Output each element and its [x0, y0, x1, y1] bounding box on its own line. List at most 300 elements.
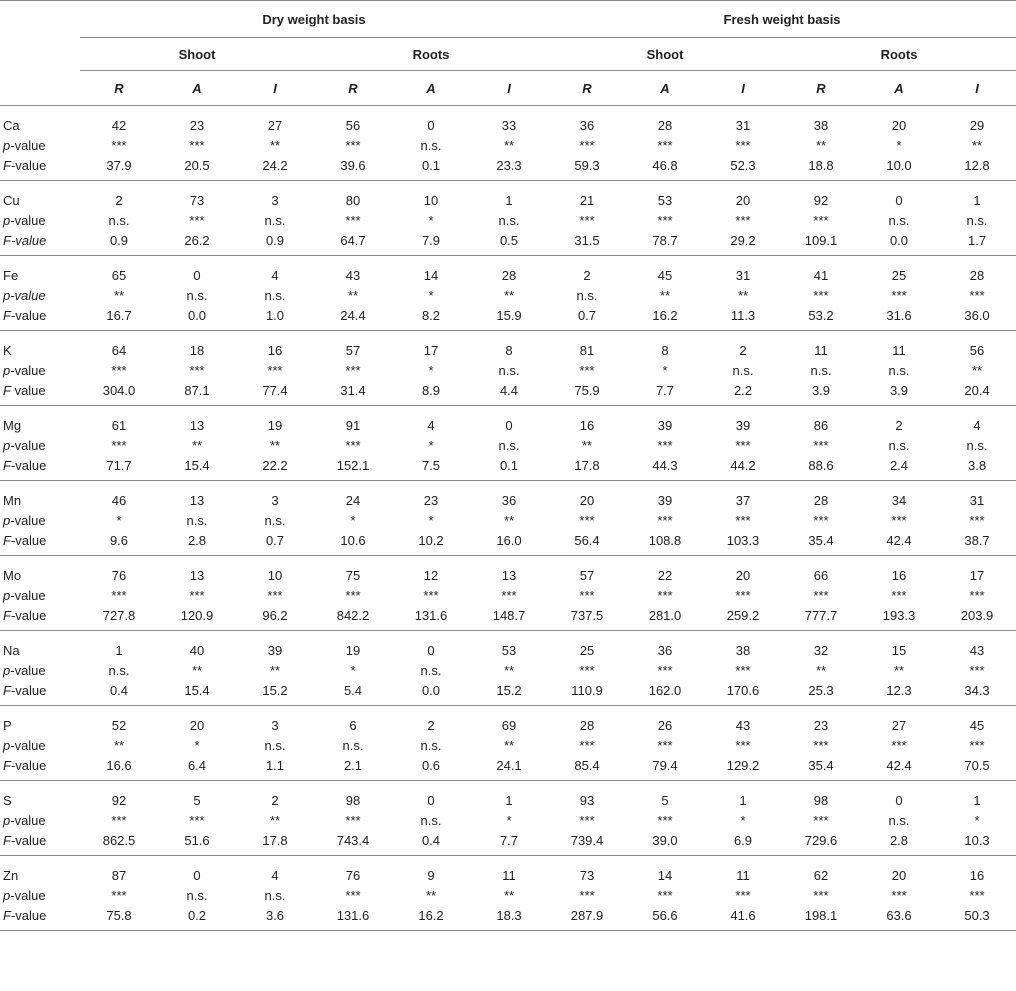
dry-shoot-header: Shoot	[80, 38, 314, 71]
table-cell: ***	[891, 737, 907, 753]
table-cell: 2.1	[314, 755, 392, 781]
table-cell: 57	[579, 567, 595, 583]
table-cell: 0.9	[80, 230, 158, 256]
table-row	[0, 755, 1016, 781]
statistic-label-italic: F	[3, 682, 11, 698]
table-cell: 23	[813, 717, 829, 733]
table-cell: 75.8	[80, 905, 158, 931]
statistic-label	[0, 305, 80, 331]
table-cell: 87.1	[158, 380, 236, 406]
table-cell: 2	[427, 717, 435, 733]
statistic-label	[0, 755, 80, 781]
table-cell: ***	[345, 137, 361, 153]
statistic-label	[0, 530, 80, 556]
element-label: Cu	[3, 192, 20, 208]
table-cell: 45	[657, 267, 673, 283]
table-cell: n.s.	[420, 737, 442, 753]
table-cell: **	[815, 662, 827, 678]
table-cell: 3.6	[236, 905, 314, 931]
table-cell: 52	[111, 717, 127, 733]
table-cell: **	[971, 362, 983, 378]
table-cell: 10	[267, 567, 283, 583]
statistic-label	[0, 155, 80, 181]
table-cell: **	[425, 887, 437, 903]
statistic-label-tail: -value	[10, 137, 46, 153]
table-cell: 8.2	[392, 305, 470, 331]
table-cell: 0.6	[392, 755, 470, 781]
table-row	[0, 285, 1016, 305]
table-cell: 0.0	[392, 680, 470, 706]
table-cell: ***	[579, 137, 595, 153]
table-cell: 57	[345, 342, 361, 358]
statistic-label-italic: p	[3, 362, 11, 378]
table-cell: 2	[115, 192, 123, 208]
table-cell: 10.2	[392, 530, 470, 556]
table-cell: 34.3	[938, 680, 1016, 706]
table-cell: 21	[579, 192, 595, 208]
table-cell: n.s.	[498, 212, 520, 228]
table-cell: 4.4	[470, 380, 548, 406]
table-cell: 39.0	[626, 830, 704, 856]
table-cell: 15.4	[158, 455, 236, 481]
column-header: A	[392, 71, 470, 106]
table-cell: *	[428, 512, 434, 528]
table-cell: 73	[189, 192, 205, 208]
statistic-label-tail: -value	[10, 587, 46, 603]
table-cell: ***	[579, 512, 595, 528]
table-cell: n.s.	[576, 287, 598, 303]
table-cell: **	[815, 137, 827, 153]
table-cell: 14	[423, 267, 439, 283]
table-cell: 287.9	[548, 905, 626, 931]
table-cell: 19	[267, 417, 283, 433]
column-header: I	[704, 71, 782, 106]
statistic-label	[0, 660, 80, 680]
table-cell: 26	[657, 717, 673, 733]
table-cell: 203.9	[938, 605, 1016, 631]
table-cell: 43	[735, 717, 751, 733]
table-cell: 16.6	[80, 755, 158, 781]
table-cell: ***	[345, 362, 361, 378]
table-cell: 93	[579, 792, 595, 808]
table-cell: 13	[501, 567, 517, 583]
table-row	[0, 305, 1016, 331]
table-cell: 76	[345, 867, 361, 883]
table-cell: ***	[345, 212, 361, 228]
table-cell: 12.3	[860, 680, 938, 706]
table-cell: ***	[735, 512, 751, 528]
table-cell: 28	[657, 117, 673, 133]
table-cell: 13	[189, 417, 205, 433]
statistic-label-italic: F	[3, 382, 11, 398]
table-row	[0, 680, 1016, 706]
table-cell: n.s.	[966, 212, 988, 228]
column-header: I	[470, 71, 548, 106]
table-row	[0, 735, 1016, 755]
table-cell: 22	[657, 567, 673, 583]
table-row	[0, 230, 1016, 256]
statistic-label	[0, 230, 80, 256]
table-cell: **	[113, 287, 125, 303]
table-cell: ***	[579, 587, 595, 603]
table-cell: 98	[345, 792, 361, 808]
element-label: Mo	[3, 567, 22, 583]
table-cell: 50.3	[938, 905, 1016, 931]
table-cell: 39	[267, 642, 283, 658]
table-row	[0, 631, 1016, 661]
table-cell: ***	[657, 512, 673, 528]
table-cell: 39	[735, 417, 751, 433]
table-cell: 16.2	[392, 905, 470, 931]
table-cell: 11	[736, 867, 750, 883]
table-row	[0, 706, 1016, 736]
table-cell: n.s.	[264, 737, 286, 753]
table-cell: ***	[813, 887, 829, 903]
table-cell: *	[194, 737, 200, 753]
table-row	[0, 810, 1016, 830]
table-cell: 86	[813, 417, 829, 433]
statistic-label	[0, 455, 80, 481]
table-cell: ***	[969, 512, 985, 528]
table-cell: 92	[111, 792, 127, 808]
table-cell: n.s.	[420, 662, 442, 678]
table-cell: 12.8	[938, 155, 1016, 181]
table-cell: n.s.	[264, 287, 286, 303]
table-cell: 38	[735, 642, 751, 658]
element-label: Zn	[3, 867, 19, 883]
table-cell: 36	[579, 117, 595, 133]
table-cell: 3	[271, 492, 279, 508]
table-cell: ***	[813, 512, 829, 528]
table-cell: 1	[115, 642, 123, 658]
element-label: Na	[3, 642, 20, 658]
table-cell: 28	[813, 492, 829, 508]
table-cell: 46	[111, 492, 127, 508]
table-cell: n.s.	[420, 812, 442, 828]
table-cell: *	[116, 512, 122, 528]
table-cell: 70.5	[938, 755, 1016, 781]
table-cell: 16.0	[470, 530, 548, 556]
table-cell: ***	[111, 887, 127, 903]
table-cell: n.s.	[186, 887, 208, 903]
table-cell: 16.7	[80, 305, 158, 331]
table-cell: 170.6	[704, 680, 782, 706]
table-cell: 28	[969, 267, 985, 283]
table-cell: 33	[501, 117, 517, 133]
table-cell: ***	[735, 662, 751, 678]
table-cell: ***	[345, 812, 361, 828]
table-cell: ***	[111, 137, 127, 153]
table-cell: 46.8	[626, 155, 704, 181]
table-cell: 41	[813, 267, 829, 283]
fresh-shoot-header: Shoot	[548, 38, 782, 71]
table-cell: 5	[193, 792, 201, 808]
table-cell: 64	[111, 342, 127, 358]
table-row	[0, 856, 1016, 886]
table-cell: 28	[579, 717, 595, 733]
table-cell: n.s.	[888, 812, 910, 828]
table-row	[0, 331, 1016, 361]
table-cell: 23	[423, 492, 439, 508]
table-cell: 25	[891, 267, 907, 283]
table-row	[0, 605, 1016, 631]
table-cell: 10.3	[938, 830, 1016, 856]
table-cell: n.s.	[966, 437, 988, 453]
table-cell: 16	[891, 567, 907, 583]
table-cell: 37	[735, 492, 751, 508]
statistic-label-tail: -value	[10, 437, 46, 453]
table-cell: 0.9	[236, 230, 314, 256]
statistic-label-italic: F-value	[3, 232, 47, 248]
table-cell: ***	[579, 662, 595, 678]
table-cell: 20.5	[158, 155, 236, 181]
table-cell: 16	[579, 417, 595, 433]
table-cell: 66	[813, 567, 829, 583]
table-cell: ***	[189, 212, 205, 228]
table-cell: 193.3	[860, 605, 938, 631]
table-cell: 13	[189, 567, 205, 583]
table-cell: 10.6	[314, 530, 392, 556]
table-cell: 259.2	[704, 605, 782, 631]
table-cell: 53	[657, 192, 673, 208]
table-cell: ***	[969, 587, 985, 603]
table-cell: ***	[579, 887, 595, 903]
table-cell: 129.2	[704, 755, 782, 781]
table-cell: n.s.	[186, 512, 208, 528]
table-cell: 0	[427, 792, 435, 808]
table-row	[0, 360, 1016, 380]
table-row	[0, 135, 1016, 155]
statistic-label-italic: p	[3, 812, 11, 828]
table-cell: 52.3	[704, 155, 782, 181]
table-cell: ***	[813, 812, 829, 828]
statistic-label-italic: p	[3, 137, 11, 153]
table-cell: 7.7	[470, 830, 548, 856]
statistic-label-italic: p	[3, 512, 11, 528]
table-cell: 110.9	[548, 680, 626, 706]
column-header: R	[548, 71, 626, 106]
statistic-label-italic: F	[3, 832, 11, 848]
table-cell: 15.2	[470, 680, 548, 706]
table-row	[0, 210, 1016, 230]
table-cell: 162.0	[626, 680, 704, 706]
table-cell: ***	[423, 587, 439, 603]
table-cell: ***	[813, 437, 829, 453]
table-cell: **	[659, 287, 671, 303]
dry-weight-header: Dry weight basis	[80, 1, 548, 38]
table-cell: 25	[579, 642, 595, 658]
table-cell: ***	[189, 137, 205, 153]
table-cell: 3	[271, 192, 279, 208]
table-row	[0, 256, 1016, 286]
table-cell: ***	[657, 212, 673, 228]
statistic-label-tail: -value	[10, 662, 46, 678]
table-cell: **	[503, 737, 515, 753]
table-cell: 43	[969, 642, 985, 658]
table-cell: 31.4	[314, 380, 392, 406]
table-cell: 0.1	[470, 455, 548, 481]
table-cell: 18.3	[470, 905, 548, 931]
table-cell: 61	[111, 417, 127, 433]
table-cell: 31.5	[548, 230, 626, 256]
table-cell: ***	[345, 437, 361, 453]
table-cell: 38.7	[938, 530, 1016, 556]
table-cell: 35.4	[782, 530, 860, 556]
table-cell: 85.4	[548, 755, 626, 781]
table-cell: ***	[735, 887, 751, 903]
table-cell: 108.8	[626, 530, 704, 556]
dry-roots-header: Roots	[314, 38, 548, 71]
table-cell: 20.4	[938, 380, 1016, 406]
column-header: I	[236, 71, 314, 106]
table-cell: ***	[657, 137, 673, 153]
table-cell: n.s.	[108, 212, 130, 228]
table-cell: n.s.	[888, 437, 910, 453]
table-cell: 743.4	[314, 830, 392, 856]
table-cell: 37.9	[80, 155, 158, 181]
table-cell: 36	[657, 642, 673, 658]
table-row	[0, 481, 1016, 511]
table-cell: 56	[969, 342, 985, 358]
table-cell: ***	[111, 587, 127, 603]
table-cell: 739.4	[548, 830, 626, 856]
table-cell: 35.4	[782, 755, 860, 781]
table-cell: 75.9	[548, 380, 626, 406]
table-cell: 87	[111, 867, 127, 883]
table-row	[0, 660, 1016, 680]
table-cell: 0.0	[158, 305, 236, 331]
corner-cell	[0, 1, 80, 38]
table-cell: 92	[813, 192, 829, 208]
table-cell: 56.6	[626, 905, 704, 931]
table-cell: n.s.	[108, 662, 130, 678]
table-cell: *	[974, 812, 980, 828]
table-cell: **	[503, 887, 515, 903]
table-cell: 15.4	[158, 680, 236, 706]
table-cell: ***	[735, 212, 751, 228]
table-cell: 17.8	[548, 455, 626, 481]
table-cell: 43	[345, 267, 361, 283]
element-label: S	[3, 792, 12, 808]
table-cell: 6.4	[158, 755, 236, 781]
table-cell: n.s.	[420, 137, 442, 153]
table-cell: 10	[423, 192, 439, 208]
table-cell: 25.3	[782, 680, 860, 706]
table-cell: 727.8	[80, 605, 158, 631]
table-cell: 15	[891, 642, 907, 658]
table-cell: ***	[969, 737, 985, 753]
statistic-label	[0, 360, 80, 380]
statistic-label-italic: F	[3, 907, 11, 923]
statistic-label	[0, 510, 80, 530]
table-cell: **	[269, 137, 281, 153]
table-cell: 44.3	[626, 455, 704, 481]
table-cell: 39.6	[314, 155, 392, 181]
table-cell: *	[428, 362, 434, 378]
table-cell: 20	[735, 567, 751, 583]
table-cell: 20	[891, 117, 907, 133]
table-cell: 79.4	[626, 755, 704, 781]
table-cell: 0.4	[80, 680, 158, 706]
statistic-label	[0, 605, 80, 631]
table-cell: 3.8	[938, 455, 1016, 481]
statistic-label	[0, 210, 80, 230]
table-cell: 4	[271, 267, 279, 283]
table-cell: **	[269, 437, 281, 453]
table-cell: 63.6	[860, 905, 938, 931]
table-cell: 5	[661, 792, 669, 808]
table-cell: 148.7	[470, 605, 548, 631]
table-cell: 27	[267, 117, 283, 133]
table-cell: 777.7	[782, 605, 860, 631]
column-header: A	[626, 71, 704, 106]
statistic-label	[0, 830, 80, 856]
table-cell: n.s.	[498, 437, 520, 453]
table-cell: *	[662, 362, 668, 378]
table-cell: 2	[895, 417, 903, 433]
column-header: R	[782, 71, 860, 106]
table-cell: 17	[423, 342, 439, 358]
table-cell: **	[503, 137, 515, 153]
table-cell: 36.0	[938, 305, 1016, 331]
table-cell: 0.5	[470, 230, 548, 256]
table-cell: 3.9	[860, 380, 938, 406]
table-cell: 131.6	[314, 905, 392, 931]
table-cell: ***	[267, 362, 283, 378]
table-cell: 0	[193, 867, 201, 883]
table-cell: 31.6	[860, 305, 938, 331]
table-cell: 88.6	[782, 455, 860, 481]
statistic-label-tail: -value	[10, 512, 46, 528]
table-cell: **	[581, 437, 593, 453]
table-cell: 53.2	[782, 305, 860, 331]
statistic-label-italic: p	[3, 437, 11, 453]
table-cell: 42.4	[860, 530, 938, 556]
table-cell: *	[350, 662, 356, 678]
table-row	[0, 155, 1016, 181]
table-row	[0, 435, 1016, 455]
statistic-label	[0, 285, 80, 305]
table-cell: ***	[657, 812, 673, 828]
statistic-label	[0, 585, 80, 605]
table-cell: n.s.	[264, 887, 286, 903]
table-cell: ***	[735, 137, 751, 153]
table-cell: 38	[813, 117, 829, 133]
table-cell: 120.9	[158, 605, 236, 631]
table-cell: n.s.	[264, 512, 286, 528]
table-cell: ***	[345, 887, 361, 903]
statistic-label-tail: -value	[10, 532, 47, 548]
table-cell: 9	[427, 867, 435, 883]
table-cell: **	[191, 437, 203, 453]
statistic-label-tail: -value	[10, 607, 47, 623]
table-cell: n.s.	[186, 287, 208, 303]
table-cell: 131.6	[392, 605, 470, 631]
table-cell: n.s.	[342, 737, 364, 753]
table-cell: ***	[735, 587, 751, 603]
table-cell: 39	[657, 492, 673, 508]
table-cell: 76	[111, 567, 127, 583]
table-cell: 24.2	[236, 155, 314, 181]
table-cell: 2	[271, 792, 279, 808]
table-cell: 16	[267, 342, 283, 358]
table-cell: 16.2	[626, 305, 704, 331]
statistic-label-italic: F	[3, 307, 11, 323]
table-cell: 18	[189, 342, 205, 358]
table-cell: 14	[657, 867, 673, 883]
table-cell: 91	[345, 417, 361, 433]
table-row	[0, 585, 1016, 605]
